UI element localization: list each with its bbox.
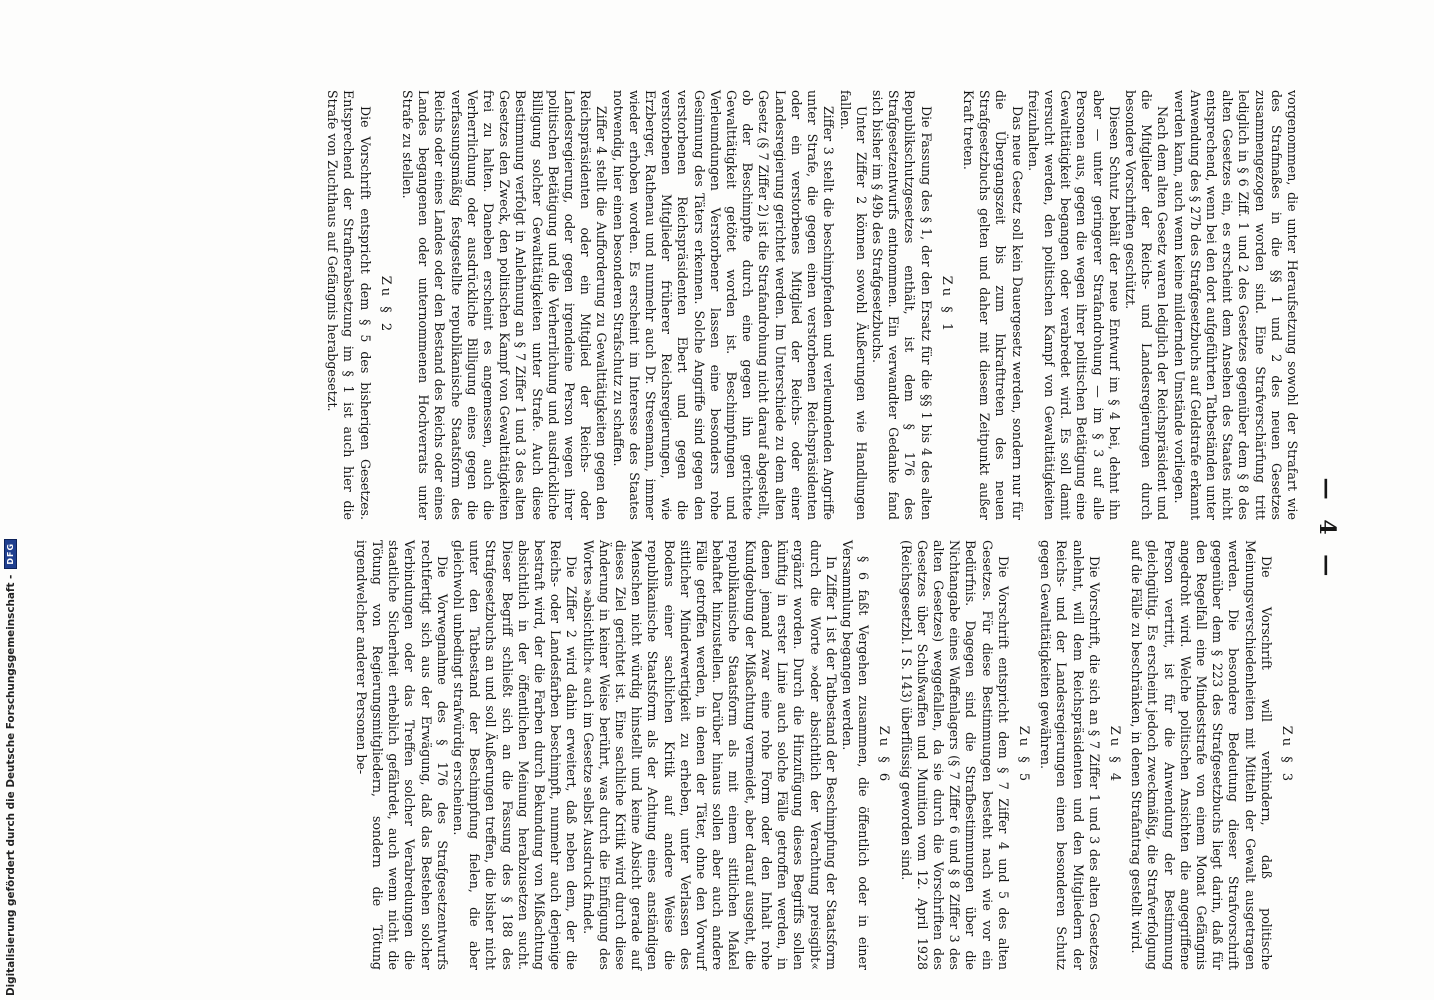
paragraph: vorgenommen, die unter Heraufsetzung sowohl der Strafart wie des Strafmaßes in die §§ 1 und 2 des neuen Gesetzes zusammengezogen worden sind. Eine Strafverschärfung tritt lediglich in § 6 Ziff. 1 und 2 des Gesetzes gegenüber dem § 8 des alten Gesetzes ein, es erscheint dem Ansehen des Staates nicht entsprechend, wenn bei den dort aufgeführten Tatbeständen unter Anwendung des § 27b des Strafgesetzbuchs auf Geldstrafe erkannt werden kann, auch wenn keine mildernden Umstände vorliegen. <box>1171 90 1300 521</box>
section-heading: Zu § 1 <box>938 275 954 335</box>
paragraph: § 6 faßt Vergehen zusammen, die öffentlich oder in einer Versammlung begangen werden. <box>839 540 872 970</box>
paragraph: Diesen Schutz behält der neue Entwurf im § 4 bei, dehnt ihn aber — unter geringerer Strafandrohung — im § 3 auf alle Personen aus, gegen die wegen ihrer politischen Betätigung eine Gewalttätigkeit begangen oder verabredet wird. Es soll damit versucht werden, den politischen Kampf von Gewalttätigkeiten freizuhalten. <box>1025 90 1122 520</box>
paragraph: Ziffer 4 stellt die Aufforderung zu Gewalttätigkeiten gegen den Reichspräsidenten oder ein Mitglied der Reichs- oder Landesregierung, oder gegen irgendeine Person wegen ihrer politischen Betätigung und die Verherrlichung und ausdrückliche Billigung solcher Gewalttätigkeiten unter Strafe. Auch diese Bestimmung verfolgt in Anlehnung an § 7 Ziffer 1 und 3 des alten Gesetzes den Zweck, den politischen Kampf von Gewalttätigkeiten frei zu halten. Daneben erscheint es angemessen, auch die Verherrlichung oder ausdrückliche Billigung eines gegen die verfassungsmäßig festgestellte republikanische Staatsform des Reichs oder eines Landes oder den Bestand des Reichs oder eines Landes begangenen oder unternommenen Hochverrats unter Strafe zu stellen. <box>400 90 610 520</box>
paragraph: Die Vorschrift entspricht dem § 7 Ziffer 4 und 5 des alten Gesetzes. Für diese Bestimmungen besteht nach wie vor ein Bedürfnis. Dagegen sind die Strafbestimmungen über die Nichtangabe eines Waffenlagers (§ 7 Ziffer 6 und § 8 Ziffer 3 des alten Gesetzes) weggefallen, da sie durch die Vorschriften des Gesetzes über Schußwaffen und Munition vom 12. April 1928 (Reichsgesetzbl. I S. 143) überflüssig geworden sind. <box>898 540 1011 970</box>
digitization-footer <box>0 0 22 1000</box>
paragraph: In Ziffer 1 ist der Tatbestand der Beschimpfung der Staatsform durch die Worte »oder absichtlich der Verachtung preisgibt« ergänzt worden. Durch die Hinzufügung dieses Begriffs sollen künftig in erster Linie auch solche Fälle getroffen werden, in denen jemand zwar eine rohe Form oder den Inhalt rohe Kundgebung der Mißachtung vermeidet, aber darauf ausgeht, die republikanische Staatsform als mit einem sittlichen Makel behaftet hinzustellen. Darüber hinaus sollen aber auch andere Fälle getroffen werden, in denen der Täter, ohne den Vorwurf sittlicher Minderwertigkeit zu erheben, unter Verlassen des Bodens einer sachlichen Kritik auf andere Weise die republikanische Staatsform als der Achtung eines anständigen Menschen nicht würdig hinstellt und keine Absicht gerade auf dieses Ziel gerichtet ist. Eine sachliche Kritik wird durch diese Änderung in keiner Weise berührt, was durch die Einfügung des Wortes »absichtlich« auch im Gesetze selbst Ausdruck findet. <box>580 540 839 970</box>
section-heading: Zu § 6 <box>876 725 892 785</box>
paragraph: Die Vorschrift will verhindern, daß politische Meinungsverschiedenheiten mit Mitteln der Gewalt ausgetragen werden. Die besondere Bedeutung dieser Strafvorschrift gegenüber dem § 223 des Strafgesetzbuchs liegt darin, daß für den Regelfall eine Mindeststrafe von einem Monat Gefängnis angedroht wird. Welche politischen Ansichten die angegriffene Person vertritt, ist für die Anwendung der Bestimmung gleichgültig. Es erscheint jedoch zweckmäßig, die Strafverfolgung auf die Fälle zu beschränken, in denen Strafantrag gestellt wird. <box>1129 540 1274 970</box>
left-text-column <box>325 90 1300 521</box>
rotated-document <box>150 80 1340 980</box>
paragraph: Die Vorschrift entspricht dem § 5 des bisherigen Gesetzes. Entsprechend der Strafherabsetzung im § 1 ist auch hier die Strafe von Zuchthaus auf Gefängnis herabgesetzt. <box>325 90 373 520</box>
section-heading: Zu § 2 <box>377 275 393 335</box>
section-heading: Zu § 4 <box>1106 725 1122 785</box>
paragraph: Das neue Gesetz soll kein Dauergesetz werden, sondern nur für die Übergangszeit bis zum Inkrafttreten des neuen Strafgesetzbuchs gelten und daher mit diesem Zeitpunkt außer Kraft treten. <box>960 90 1025 520</box>
paragraph: Die Fassung des § 1, der den Ersatz für die §§ 1 bis 4 des alten Republikschutzgesetzes enthält, ist dem § 176 des Strafgesetzentwurfs entnommen. Ein verwandter Gedanke fand sich bisher im § 49b des Strafgesetzbuchs. <box>869 90 934 520</box>
section-heading: Zu § 3 <box>1279 725 1294 785</box>
footer-credit-text: Digitalisierung gefördert durch die Deutsche Forschungsgemeinschaft - <box>4 574 17 996</box>
paragraph: Unter Ziffer 2 können sowohl Äußerungen wie Handlungen fallen. <box>837 90 869 520</box>
paragraph: Die Vorwegnahme des § 176 des Strafgesetzentwurfs rechtfertigt sich aus der Erwägung, daß das Bestehen solcher Verbindungen oder das Treffen solcher Verabredungen die staatliche Sicherheit erheblich gefährdet, auch wenn nicht die Tötung von Regierungsmitgliedern, sondern die Tötung irgendwelcher anderer Personen be- <box>353 540 450 970</box>
paragraph: Die Ziffer 2 wird dahin erweitert, daß neben dem, der die Reichs- oder Landesfarben beschimpft, nunmehr auch derjenige bestraft wird, der die Farben durch Bekundung von Mißachtung absichtlich in der öffentlichen Meinung herabzusetzen sucht. Dieser Begriff schließt sich an die Fassung des § 188 des Strafgesetzbuchs an und soll Äußerungen treffen, die bisher nicht unter den Tatbestand der Beschimpfung fielen, die aber gleichwohl unbedingt strafwürdig erscheinen. <box>451 540 580 970</box>
section-heading: Zu § 5 <box>1015 725 1031 785</box>
paragraph: Ziffer 3 stellt die beschimpfenden und verleumdenden Angriffe unter Strafe, die gegen einen verstorbenen Reichspräsidenten oder ein verstorbenes Mitglied der Reichs- oder einer Landesregierung gerichtet werden. Im Unterschiede zu dem alten Gesetz (§ 7 Ziffer 2) ist die Strafandrohung nicht darauf abgestellt, ob der Beschimpfte durch eine gegen ihn gerichtete Gewalttätigkeit getötet worden ist. Beschimpfungen und Verleumdungen Verstorbener lassen eine besonders rohe Gesinnung des Täters erkennen. Solche Angriffe sind gegen den verstorbenen Reichspräsidenten Ebert und gegen die verstorbenen Mitglieder früherer Reichsregierungen, wie Erzberger, Rathenau und nunmehr auch Dr. Stresemann, immer wieder erhoben worden. Es erscheint im Interesse des Staates notwendig, hier einen besonderen Strafschutz zu schaffen. <box>610 90 837 520</box>
right-text-column <box>353 540 1300 970</box>
dfg-logo: DFG <box>4 539 17 569</box>
page-number: — 4 — <box>1314 477 1340 583</box>
paragraph: Nach dem alten Gesetz waren lediglich der Reichspräsident und die Mitglieder der Reichs- und Landesregierungen durch besondere Vorschriften geschützt. <box>1122 90 1171 520</box>
paragraph: Die Vorschrift, die sich an § 7 Ziffer 1 und 3 des alten Gesetzes anlehnt, will dem Reichspräsidenten und den Mitgliedern der Reichs- und der Landesregierungen einen besonderen Schutz gegen Gewalttätigkeiten gewähren. <box>1038 540 1102 970</box>
